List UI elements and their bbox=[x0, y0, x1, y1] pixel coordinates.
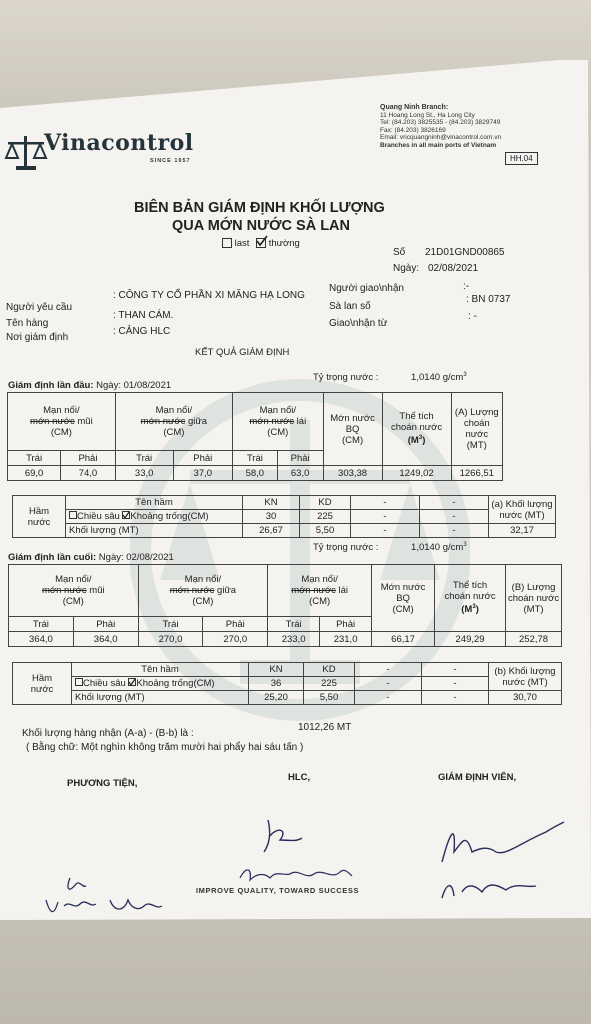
last-tank-name-header: Tên hầm bbox=[72, 663, 249, 677]
first-tank-dash: - bbox=[351, 524, 420, 538]
first-tank-kn-depth: 30 bbox=[243, 510, 300, 524]
first-value-cell: 303,38 bbox=[323, 466, 382, 481]
barge-label: Sà lan số bbox=[329, 301, 371, 312]
result-heading: KẾT QUẢ GIÁM ĐỊNH bbox=[195, 347, 290, 358]
summary-value: 1012,26 MT bbox=[298, 722, 352, 733]
depth-checkbox[interactable] bbox=[75, 678, 83, 686]
first-value-cell: 33,0 bbox=[115, 466, 173, 481]
logo-since: SINCE 1957 bbox=[150, 158, 191, 164]
branch-note: Branches in all main ports of Vietnam bbox=[380, 141, 497, 149]
place-label: Nơi giám định bbox=[6, 332, 69, 343]
document-title-line1: BIÊN BẢN GIÁM ĐỊNH KHỐI LƯỢNG bbox=[134, 200, 385, 216]
branch-tel: Tel: (84.203) 3825535 - (84.203) 3829749 bbox=[380, 119, 501, 126]
first-value-cell: 63,0 bbox=[277, 466, 323, 481]
first-aft-stbd-header: Phải bbox=[277, 451, 323, 466]
first-tank-kn-weight: 26,67 bbox=[243, 524, 300, 538]
first-tank-name-header: Tên hầm bbox=[66, 496, 243, 510]
last-heading-line bbox=[8, 552, 174, 563]
last-value-cell: 66,17 bbox=[372, 632, 435, 647]
last-value-cell: 270,0 bbox=[203, 632, 268, 647]
last-date: Ngày: 02/08/2021 bbox=[98, 552, 174, 563]
last-value-cell: 270,0 bbox=[138, 632, 203, 647]
last-fwd-header: Mạn nổi/ mớn nước mũi (CM) bbox=[9, 565, 139, 617]
first-value-cell: 58,0 bbox=[233, 466, 278, 481]
first-tank-kn-header: KN bbox=[243, 496, 300, 510]
first-density-line: Tỷ trọng nước : 1,0140 $g/cm^3$ bbox=[313, 372, 467, 384]
first-value-cell: 74,0 bbox=[61, 466, 116, 481]
gap-checkbox[interactable] bbox=[128, 678, 136, 686]
last-displacement-header: (B) Lượng choán nước (MT) bbox=[506, 565, 562, 632]
regular-checkbox[interactable] bbox=[256, 238, 266, 248]
branch-title: Quang Ninh Branch: bbox=[380, 104, 449, 111]
scales-logo-icon bbox=[4, 132, 48, 172]
last-fwd-stbd-header: Phải bbox=[73, 617, 138, 632]
from-value: : - bbox=[468, 311, 477, 322]
so-label: Số bbox=[393, 247, 406, 258]
first-tank-dash: - bbox=[420, 510, 489, 524]
last-value-cell: 364,0 bbox=[9, 632, 74, 647]
so-value: 21D01GND00865 bbox=[425, 247, 505, 258]
first-tank-table bbox=[12, 495, 556, 538]
last-value-cell: 249,29 bbox=[435, 632, 506, 647]
branch-email: Email: vncquangninh@vinacontrol.com.vn bbox=[380, 134, 502, 141]
first-aft-header: Mạn nổi/ mớn nước lái (CM) bbox=[233, 393, 324, 451]
last-aft-header: Mạn nổi/ mớn nước lái (CM) bbox=[268, 565, 372, 617]
first-draft-table bbox=[7, 392, 503, 481]
last-aft-stbd-header: Phải bbox=[320, 617, 372, 632]
last-tank-kn-header: KN bbox=[249, 663, 304, 677]
first-density-label: Tỷ trọng nước : bbox=[313, 372, 379, 384]
check-mark-icon bbox=[122, 511, 130, 519]
first-displacement-header: (A) Lượng choán nước (MT) bbox=[451, 393, 502, 466]
inspector-signature-scribble bbox=[436, 812, 566, 902]
form-code: HH.04 bbox=[505, 152, 538, 165]
last-density-label: Tỷ trọng nước : bbox=[313, 542, 379, 554]
last-aft-port-header: Trái bbox=[268, 617, 320, 632]
last-tank-label: Hầm nước bbox=[13, 663, 72, 705]
last-tank-kn-depth: 36 bbox=[249, 677, 304, 691]
first-tank-label: Hầm nước bbox=[13, 496, 66, 538]
last-checkbox[interactable] bbox=[222, 238, 232, 248]
first-tank-dash: - bbox=[351, 496, 420, 510]
first-tank-total-header: (a) Khối lượng nước (MT) bbox=[489, 496, 556, 524]
first-tank-dash: - bbox=[420, 524, 489, 538]
first-heading-line bbox=[8, 380, 171, 391]
last-tank-weight-label: Khối lượng (MT) bbox=[72, 691, 249, 705]
first-mean-header: Mớn nước BQ (CM) bbox=[323, 393, 382, 466]
hlc-initials-scribble bbox=[258, 816, 308, 856]
ngay-value: 02/08/2021 bbox=[428, 263, 479, 274]
branch-info bbox=[380, 104, 501, 149]
logo-name: Vinacontrol bbox=[44, 130, 194, 156]
gap-checkbox[interactable] bbox=[122, 511, 130, 519]
deliver-label: Người giao\nhận bbox=[329, 283, 404, 294]
goods-value: : THAN CÁM. bbox=[113, 310, 174, 321]
branch-address: 11 Hoang Long St., Ha Long City bbox=[380, 111, 475, 119]
type-checkboxes bbox=[222, 238, 300, 249]
requester-label: Người yêu cầu bbox=[6, 302, 73, 313]
first-tank-dash: - bbox=[420, 496, 489, 510]
last-tank-dash: - bbox=[355, 663, 422, 677]
last-tank-dash: - bbox=[355, 691, 422, 705]
hlc-signature-label: HLC, bbox=[288, 772, 311, 783]
first-value-cell: 69,0 bbox=[8, 466, 61, 481]
last-value-cell: 231,0 bbox=[320, 632, 372, 647]
last-heading: Giám định lần cuối: bbox=[8, 552, 97, 563]
depth-checkbox[interactable] bbox=[69, 511, 77, 519]
last-density-line: Tỷ trọng nước : 1,0140 $g/cm^3$ bbox=[313, 542, 467, 554]
document-title-line2: QUA MỚN NƯỚC SÀ LAN bbox=[172, 218, 351, 234]
summary-label: Khối lượng hàng nhận (A-a) - (B-b) là : bbox=[22, 728, 194, 739]
first-tank-kd-depth: 225 bbox=[300, 510, 351, 524]
first-date: Ngày: 01/08/2021 bbox=[96, 380, 172, 391]
place-value: : CẢNG HLC bbox=[113, 326, 171, 337]
requester-value: : CÔNG TY CỔ PHẦN XI MĂNG HẠ LONG bbox=[113, 290, 305, 301]
deliver-value: :- bbox=[463, 281, 470, 292]
vehicle-signature-label: PHƯƠNG TIỆN, bbox=[67, 778, 138, 789]
first-density-value: 1,0140 g/cm bbox=[411, 372, 464, 384]
last-tank-total-value: 30,70 bbox=[489, 691, 562, 705]
last-value-cell: 252,78 bbox=[506, 632, 562, 647]
last-volume-header: Thể tích choán nước $(M^3)$ bbox=[435, 565, 506, 632]
first-aft-port-header: Trái bbox=[233, 451, 278, 466]
first-mid-port-header: Trái bbox=[115, 451, 173, 466]
from-label: Giao\nhận từ bbox=[329, 318, 388, 329]
first-value-cell: 1266,51 bbox=[451, 466, 502, 481]
first-volume-header: Thể tích choán nước $(M^3)$ bbox=[382, 393, 451, 466]
regular-checkbox-label: thường bbox=[268, 238, 300, 249]
first-tank-weight-label: Khối lượng (MT) bbox=[66, 524, 243, 538]
last-tank-dash: - bbox=[422, 663, 489, 677]
first-tank-options: Chiều sâu Khoảng trống(CM) bbox=[66, 510, 243, 524]
branch-fax: Fax: (84.203) 3826169 bbox=[380, 126, 446, 134]
barge-value: : BN 0737 bbox=[466, 294, 511, 305]
check-mark-icon bbox=[128, 678, 136, 686]
last-tank-table bbox=[12, 662, 562, 705]
inspector-signature-label: GIÁM ĐỊNH VIÊN, bbox=[438, 772, 517, 783]
last-tank-options: Chiều sâu Khoảng trống(CM) bbox=[72, 677, 249, 691]
first-fwd-stbd-header: Phải bbox=[61, 451, 116, 466]
last-value-cell: 233,0 bbox=[268, 632, 320, 647]
first-value-cell: 37,0 bbox=[173, 466, 232, 481]
last-tank-total-header: (b) Khối lượng nước (MT) bbox=[489, 663, 562, 691]
last-mid-port-header: Trái bbox=[138, 617, 203, 632]
last-tank-kn-weight: 25,20 bbox=[249, 691, 304, 705]
last-tank-kd-depth: 225 bbox=[304, 677, 355, 691]
first-tank-kd-weight: 5,50 bbox=[300, 524, 351, 538]
goods-label: Tên hàng bbox=[6, 318, 49, 329]
slogan: IMPROVE QUALITY, TOWARD SUCCESS bbox=[196, 886, 360, 895]
last-density-value: 1,0140 g/cm bbox=[411, 542, 464, 554]
first-value-cell: 1249,02 bbox=[382, 466, 451, 481]
first-mid-header: Mạn nổi/ mớn nước giữa (CM) bbox=[115, 393, 232, 451]
ngay-label: Ngày: bbox=[393, 263, 420, 274]
last-draft-table bbox=[8, 564, 562, 647]
last-value-cell: 364,0 bbox=[73, 632, 138, 647]
first-mid-stbd-header: Phải bbox=[173, 451, 232, 466]
vehicle-signature-scribble bbox=[40, 870, 180, 920]
first-tank-dash: - bbox=[351, 510, 420, 524]
check-mark-icon bbox=[256, 235, 268, 247]
last-mean-header: Mớn nước BQ (CM) bbox=[372, 565, 435, 632]
last-tank-dash: - bbox=[422, 691, 489, 705]
hlc-signature-scribble bbox=[236, 862, 356, 886]
last-tank-dash: - bbox=[355, 677, 422, 691]
last-tank-kd-weight: 5,50 bbox=[304, 691, 355, 705]
first-tank-kd-header: KD bbox=[300, 496, 351, 510]
last-mid-header: Mạn nổi/ mớn nước giữa (CM) bbox=[138, 565, 268, 617]
first-heading: Giám định lần đầu: bbox=[8, 380, 94, 391]
last-checkbox-label: last bbox=[234, 238, 250, 249]
first-tank-total-value: 32,17 bbox=[489, 524, 556, 538]
last-tank-kd-header: KD bbox=[304, 663, 355, 677]
summary-words: ( Bằng chữ: Một nghìn không trăm mười hai phẩy hai sáu tấn ) bbox=[26, 742, 304, 753]
last-tank-dash: - bbox=[422, 677, 489, 691]
last-fwd-port-header: Trái bbox=[9, 617, 74, 632]
last-mid-stbd-header: Phải bbox=[203, 617, 268, 632]
first-fwd-port-header: Trái bbox=[8, 451, 61, 466]
first-fwd-header: Mạn nổi/ mớn nước mũi (CM) bbox=[8, 393, 116, 451]
